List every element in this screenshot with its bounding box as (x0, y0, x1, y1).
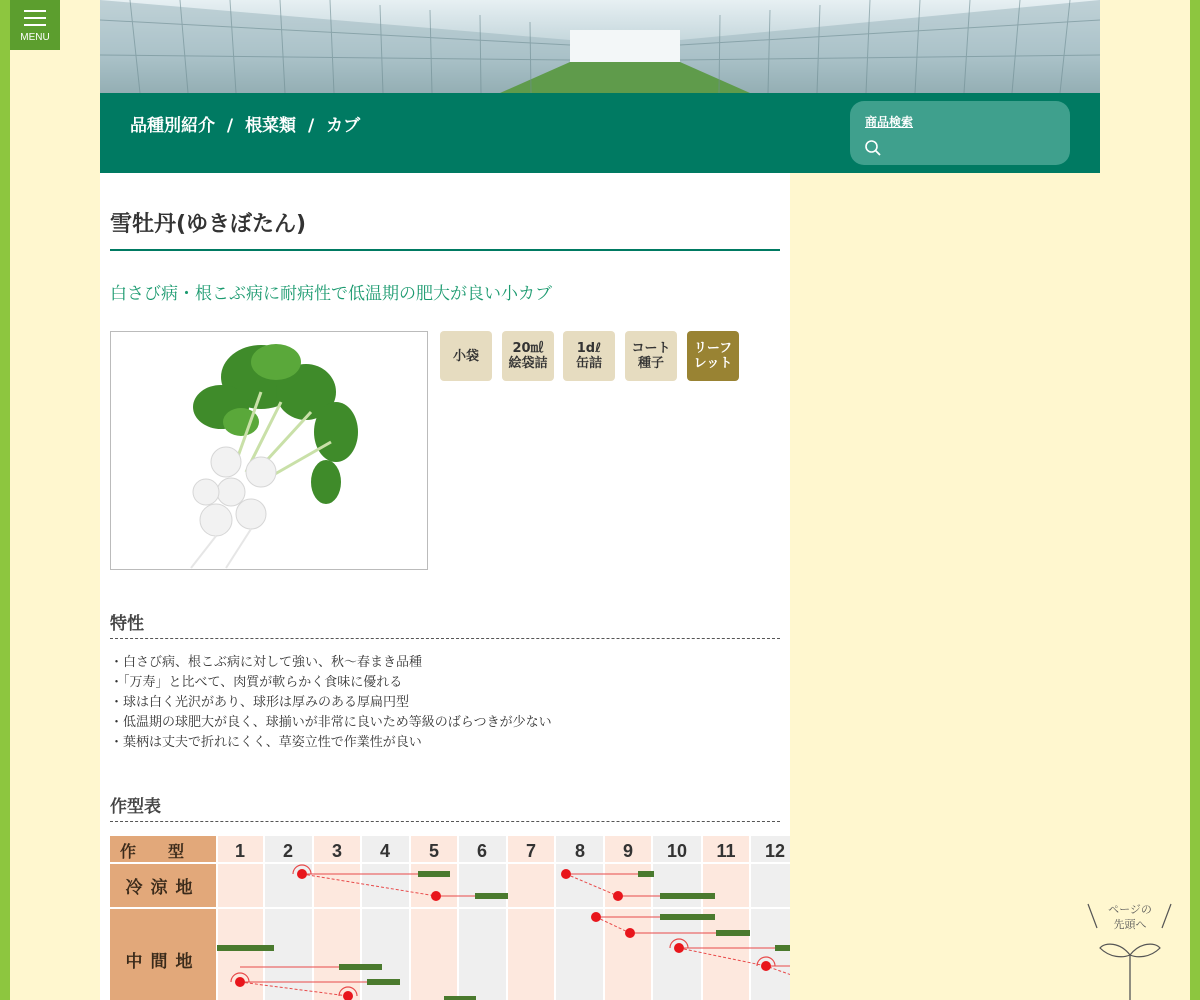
feature-item: ・ 葉柄は丈夫で折れにくく、草姿立性で作業性が良い (110, 733, 780, 753)
search-input[interactable] (888, 137, 1058, 157)
menu-label: MENU (20, 32, 50, 43)
breadcrumb-item-current: カブ (326, 116, 361, 136)
badge-20ml-pack[interactable] (502, 331, 554, 381)
page-top-label: ページの (1108, 903, 1152, 916)
month-label: 4 (379, 841, 391, 861)
badge-label: リーフ レット (693, 341, 733, 371)
badge-coated-seed[interactable] (625, 331, 677, 381)
product-search-box (850, 101, 1070, 165)
feature-item: ・ 「万寿」と比べて、肉質が軟らかく食味に優れる (110, 673, 780, 693)
title-bar (100, 93, 1100, 173)
sidebar (790, 173, 1100, 1000)
month-label: 3 (331, 841, 343, 861)
product-search-link[interactable]: 商品検索 (865, 115, 914, 129)
badge-label: 1dℓ 缶詰 (575, 341, 602, 371)
month-label: 7 (525, 841, 537, 861)
badge-label: コート 種子 (631, 341, 671, 371)
main-content (100, 173, 790, 1000)
breadcrumb (130, 111, 366, 136)
hamburger-icon (24, 10, 46, 31)
month-label: 1 (234, 841, 246, 861)
badge-label: 小袋 (452, 348, 479, 364)
schedule-header-label: 作 型 (120, 842, 185, 861)
search-icon[interactable] (864, 139, 882, 157)
badge-leaflet[interactable] (687, 331, 739, 381)
page-top-label: 先頭へ (1113, 918, 1147, 931)
right-edge-decoration (1190, 0, 1200, 1000)
month-label: 5 (428, 841, 440, 861)
hero-greenhouse-image (100, 0, 1100, 93)
region-label-cool: 冷涼地 (125, 878, 201, 898)
schedule-heading: 作型表 (110, 792, 780, 822)
product-photo (110, 331, 428, 570)
month-label: 10 (666, 841, 688, 861)
features-heading: 特性 (110, 609, 780, 639)
menu-button[interactable] (10, 0, 60, 50)
month-label: 9 (622, 841, 634, 861)
badge-1dl-can[interactable] (563, 331, 615, 381)
sprout-icon (1085, 900, 1175, 1000)
month-label: 2 (282, 841, 294, 861)
page-top-button[interactable] (1085, 900, 1175, 1000)
breadcrumb-item-category[interactable]: 品種別紹介 (130, 116, 215, 136)
month-label: 6 (476, 841, 488, 861)
feature-item: ・ 白さび病、根こぶ病に対して強い、秋〜春まき品種 (110, 653, 780, 673)
breadcrumb-separator: / (307, 116, 315, 136)
breadcrumb-separator: / (226, 116, 234, 136)
cropping-schedule-table (110, 836, 800, 1000)
product-title: 雪牡丹(ゆきぼたん) (110, 207, 780, 251)
month-label: 11 (716, 841, 736, 861)
badge-label: 20㎖ 絵袋詰 (508, 341, 548, 371)
feature-item: ・ 球は白く光沢があり、球形は厚みのある厚扁円型 (110, 693, 780, 713)
badge-small-pack[interactable] (440, 331, 492, 381)
feature-item: ・ 低温期の球肥大が良く、球揃いが非常に良いため等級のばらつきが少ない (110, 713, 780, 733)
month-label: 8 (574, 841, 586, 861)
features-list (110, 653, 780, 753)
region-label-mid: 中間地 (125, 952, 201, 972)
left-edge-decoration (0, 0, 10, 1000)
month-label: 12 (764, 841, 786, 861)
breadcrumb-item-subcategory[interactable]: 根菜類 (245, 116, 297, 136)
product-catchphrase: 白さび病・根こぶ病に耐病性で低温期の肥大が良い小カブ (110, 284, 552, 304)
